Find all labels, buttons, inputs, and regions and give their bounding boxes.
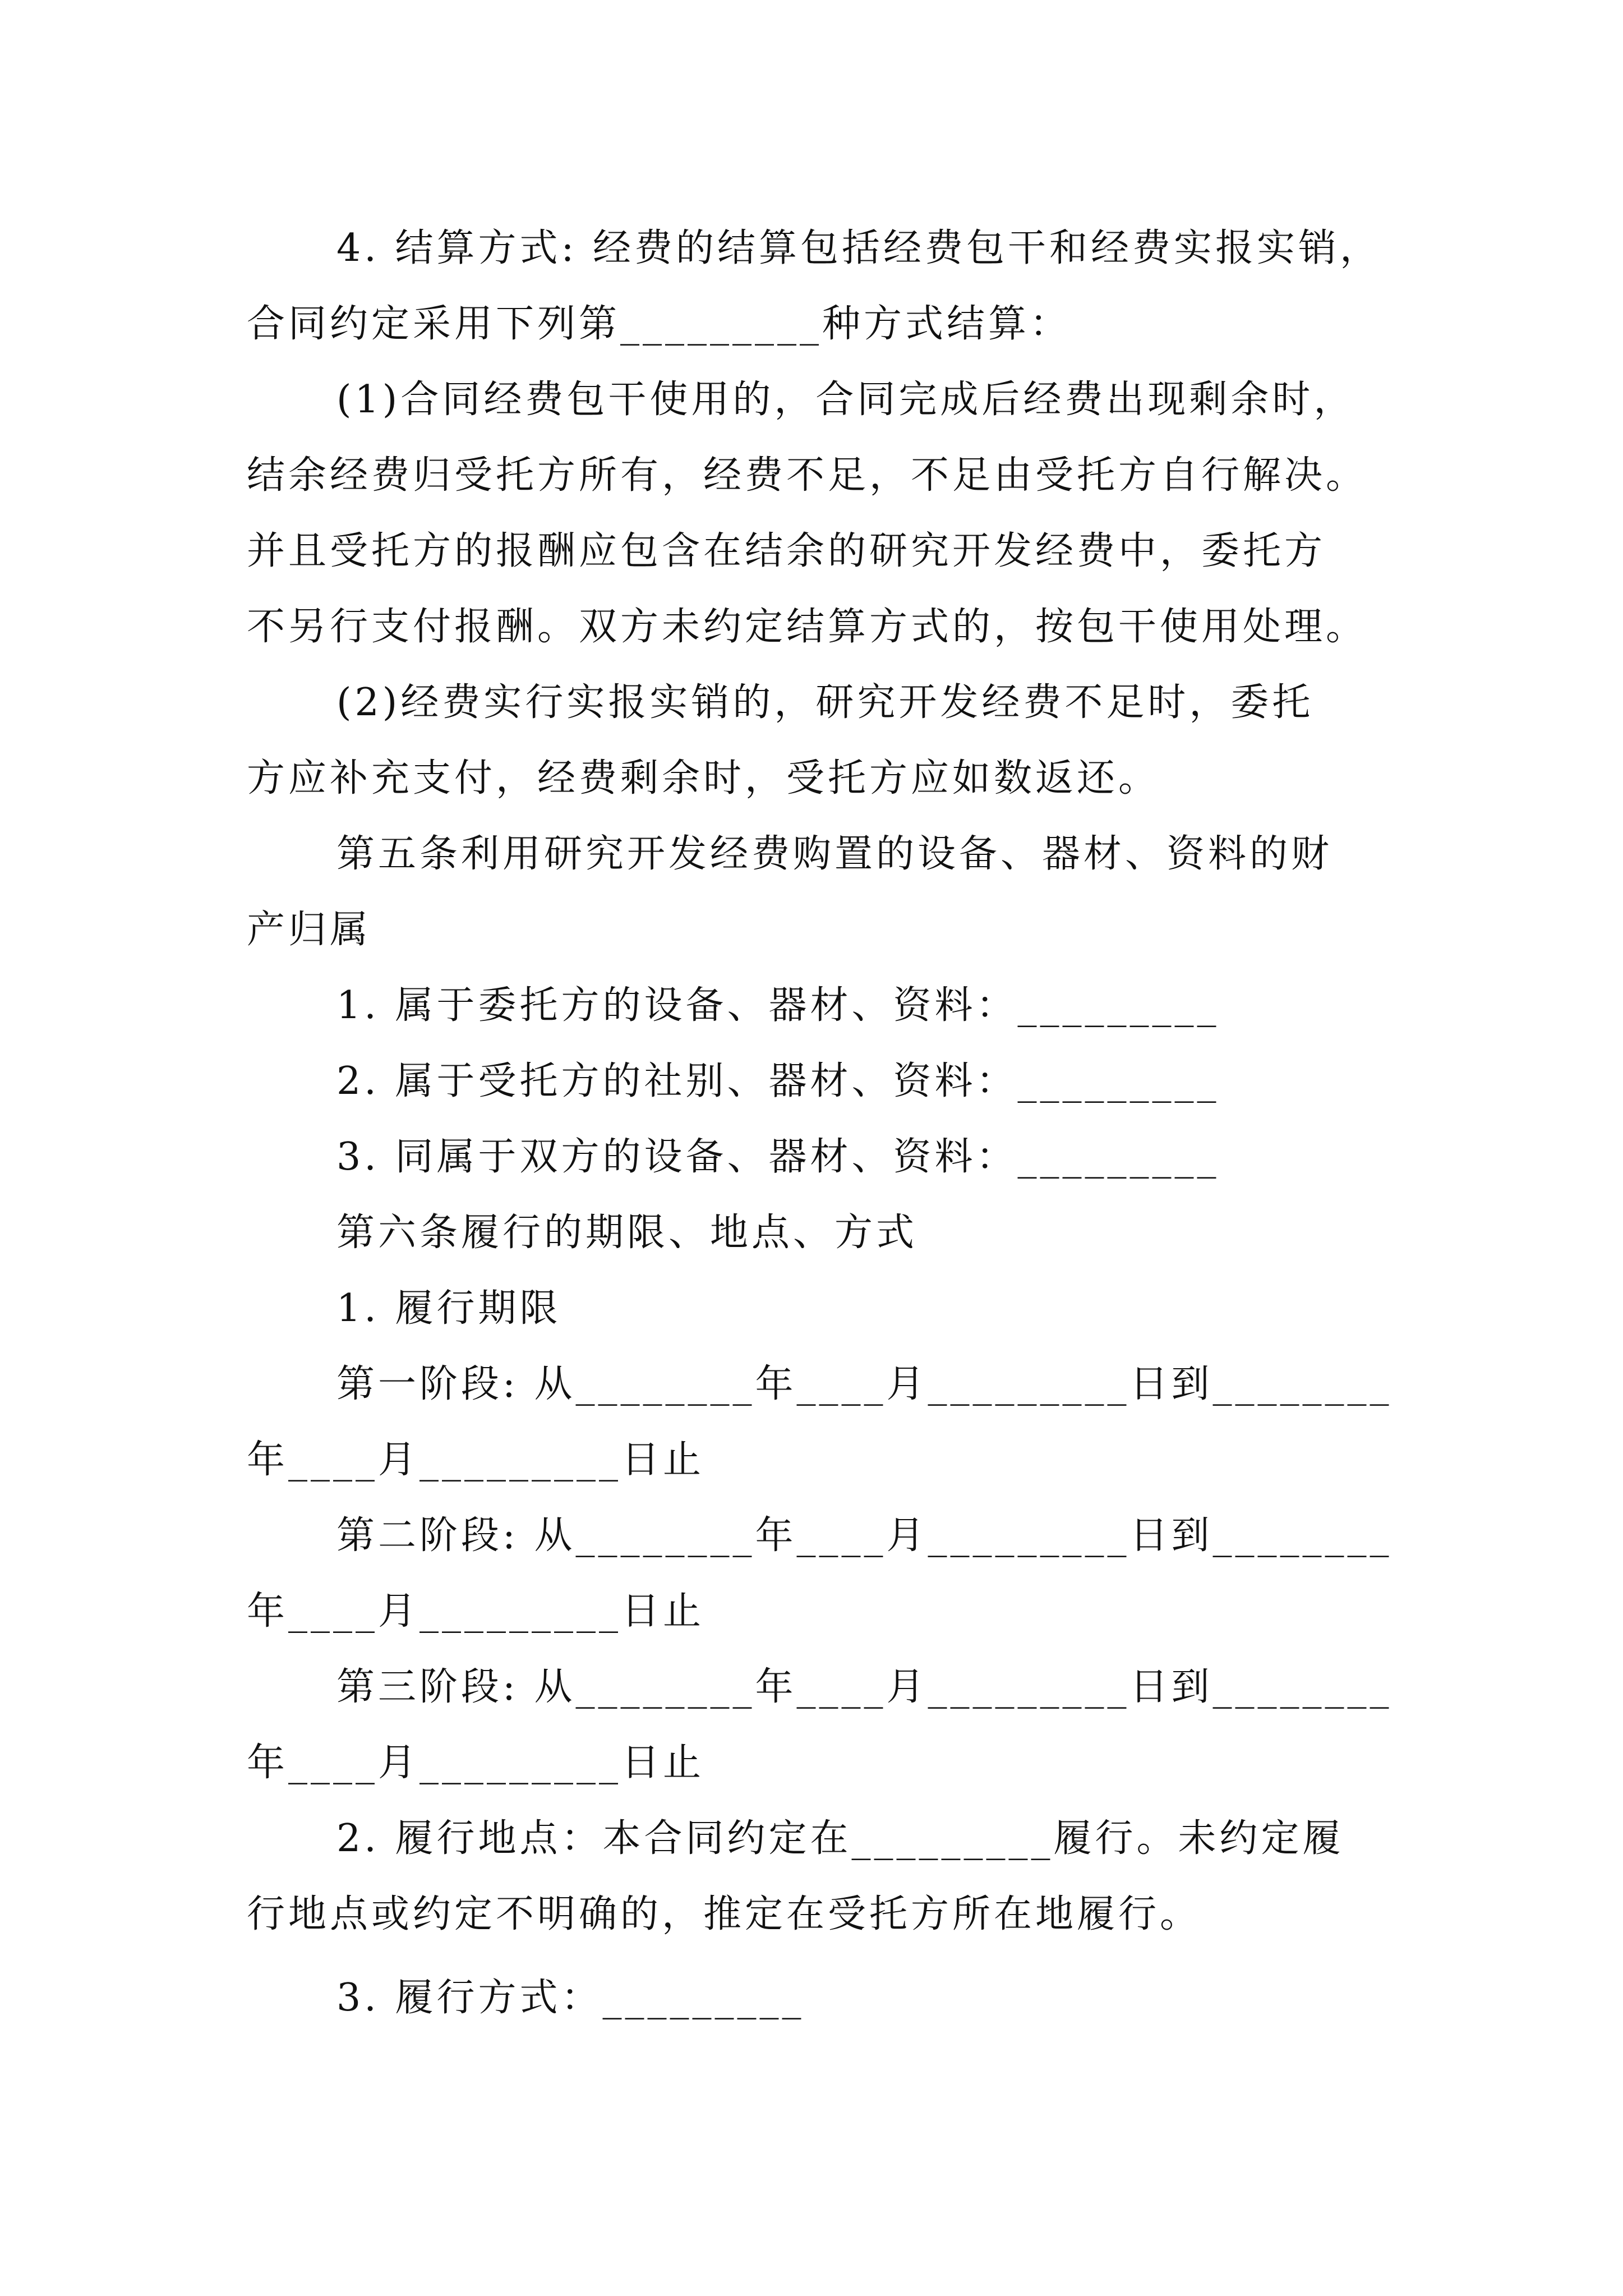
paragraph-line: 第一阶段: 从________年____月_________日到________ <box>336 1362 1393 1406</box>
paragraph-line: 4. 结算方式: 经费的结算包括经费包干和经费实报实销， <box>336 226 1382 270</box>
paragraph-line: (1)合同经费包干使用的，合同完成后经费出现剩余时， <box>336 378 1355 422</box>
paragraph-line: 年____月_________日止 <box>247 1741 705 1785</box>
paragraph-line: 第六条履行的期限、地点、方式 <box>336 1211 918 1255</box>
paragraph-line: 结余经费归受托方所有，经费不足，不足由受托方自行解决。 <box>247 453 1368 498</box>
paragraph-line: 第五条利用研究开发经费购置的设备、器材、资料的财 <box>336 832 1333 876</box>
paragraph-line: 年____月_________日止 <box>247 1438 705 1482</box>
paragraph-line: 合同约定采用下列第_________种方式结算： <box>247 302 1072 346</box>
paragraph-line: 2. 属于受托方的社别、器材、资料：_________ <box>336 1059 1220 1103</box>
paragraph-line: 行地点或约定不明确的，推定在受托方所在地履行。 <box>247 1892 1202 1936</box>
paragraph-line: 产归属 <box>247 908 372 952</box>
paragraph-line: 第二阶段: 从________年____月_________日到________ <box>336 1513 1393 1558</box>
paragraph-line: 并且受托方的报酬应包含在结余的研究开发经费中，委托方 <box>247 529 1326 573</box>
paragraph-line: 年____月_________日止 <box>247 1589 705 1634</box>
paragraph-line: 1. 属于委托方的设备、器材、资料：_________ <box>336 983 1220 1028</box>
paragraph-line: 方应补充支付，经费剩余时，受托方应如数返还。 <box>247 756 1160 800</box>
paragraph-line: 3. 同属于双方的设备、器材、资料：_________ <box>336 1135 1220 1179</box>
paragraph-line: 第三阶段: 从________年____月_________日到________ <box>336 1665 1393 1709</box>
paragraph-line: 3. 履行方式：_________ <box>336 1976 805 2020</box>
paragraph-line: 2. 履行地点：本合同约定在_________履行。未约定履 <box>336 1816 1344 1861</box>
paragraph-line: (2)经费实行实报实销的，研究开发经费不足时，委托 <box>336 680 1314 725</box>
paragraph-line: 1. 履行期限 <box>336 1286 561 1331</box>
paragraph-line: 不另行支付报酬。双方未约定结算方式的，按包干使用处理。 <box>247 605 1368 649</box>
